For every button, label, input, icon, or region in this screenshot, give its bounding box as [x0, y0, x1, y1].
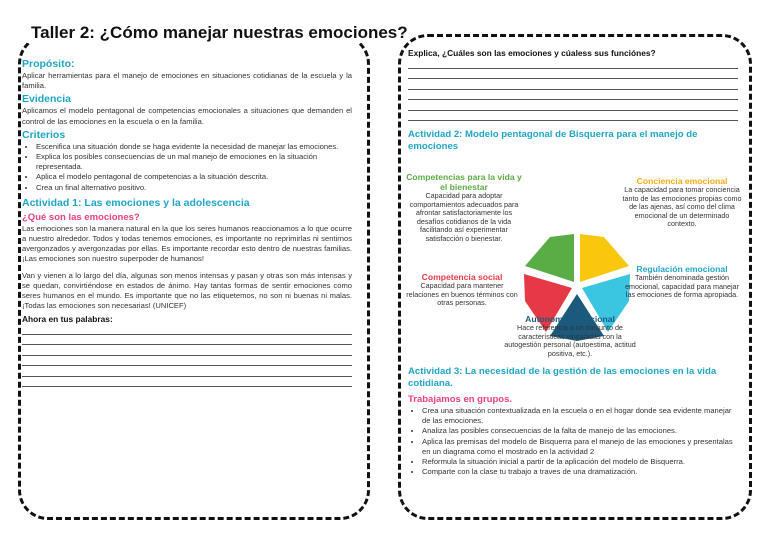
answer-line[interactable]: [22, 366, 352, 377]
explica-lines[interactable]: [408, 58, 738, 121]
answer-line[interactable]: [22, 377, 352, 388]
answer-line[interactable]: [408, 100, 738, 111]
regulacion-emocional: Regulación emocional También denominada gestión emocional, capacidad para manejar las emociones de forma apropiada.: [625, 264, 739, 300]
emociones-paragraph-1: Las emociones son la manera natural en la que los seres humanos reaccionamos a lo que ocurre a nuestro alrededor. Todos y todas tenemos emociones, es importante no reprimirlas ni sentirnos avergonzados y avergonzadas por ellas. Es importante recordar esto dentro de nuestras familias. ¡Las emociones son nuestro superpoder de humanos!: [22, 223, 352, 264]
tareas-list: [408, 406, 738, 477]
answer-lines[interactable]: [22, 324, 352, 387]
answer-line[interactable]: [408, 58, 738, 69]
grupos-heading: Trabajamos en grupos.: [408, 394, 512, 405]
list-item: • Escenifica una situación donde se haga evidente la necesidad de manejar las emociones.: [36, 142, 352, 152]
workshop-title: Taller 2: ¿Cómo manejar nuestras emociones?: [27, 23, 412, 43]
competencia-social: Competencia social Capacidad para mantener relaciones en buenos términos con otras personas.: [406, 272, 518, 308]
que-son-heading: ¿Qué son las emociones?: [22, 211, 140, 223]
criterios-list: [22, 142, 352, 193]
explica-prompt: Explica, ¿Cuáles son las emociones y cúaless sus funciónes?: [408, 48, 656, 58]
emociones-paragraph-2: Van y vienen a lo largo del día, algunas son menos intensas y pasan y otras son más intensas y se quedan, convirtiéndose en estados de ánimo. Hay tantas formas de sentir emociones como seres humanos en el mundo. Es importante que no las etiquetemos, no son ni buenas ni malas. ¡Todas las emociones son necesarias! (UNICEF): [22, 270, 352, 311]
list-item: • Comparte con la clase tu trabajo a traves de una dramatización.: [422, 467, 738, 477]
ahora-label: Ahora en tus palabras:: [22, 314, 113, 325]
autonomia-emocional: Autonomía emocional Hace referencia a un conjunto de características vinculadas con la autogestión personal (autoestima, actitud positiva, etc.).: [504, 314, 636, 358]
list-item: • Explica los posibles consecuencias de un mal manejo de emociones en la situación representada.: [36, 152, 352, 172]
segment-green: [525, 234, 574, 282]
proposito-heading: Propósito:: [22, 58, 75, 70]
proposito-text: Aplicar herramientas para el manejo de emociones en situaciones cotidianas de la escuela y la familia.: [22, 71, 352, 91]
list-item: • Aplica las premisas del modelo de Bisquerra para el manejo de las emociones y presentalas en un diagrama como el mostrado en la actividad 2: [422, 437, 738, 457]
answer-line[interactable]: [22, 345, 352, 356]
actividad2-heading: Actividad 2: Modelo pentagonal de Bisquerra para el manejo de emociones: [408, 129, 698, 152]
answer-line[interactable]: [408, 79, 738, 90]
right-content: [408, 48, 738, 153]
left-content: [22, 58, 352, 387]
list-item: • Aplica el modelo pentagonal de competencias a la situación descrita.: [36, 172, 352, 182]
conciencia-emocional: Conciencia emocional La capacidad para tomar conciencia tanto de las emociones propias como de las ajenas, así como del clima emocional de un determinado contexto.: [622, 176, 742, 229]
answer-line[interactable]: [22, 356, 352, 367]
actividad3: [408, 366, 738, 477]
answer-line[interactable]: [408, 90, 738, 101]
actividad1-heading: Actividad 1: Las emociones y la adolescencia: [22, 196, 250, 209]
actividad3-heading: Actividad 3: La necesidad de la gestión de las emociones en la vida cotidiana.: [408, 366, 717, 389]
answer-line[interactable]: [408, 69, 738, 80]
list-item: • Crea un final alternativo positivo.: [36, 183, 352, 193]
list-item: • Reformula la situación inicial a partir de la aplicación del modelo de Bisquerra.: [422, 457, 738, 467]
evidencia-text: Aplicamos el modelo pentagonal de competencias emocionales a situaciones que demanden el control de las emociones en la escuela o en la familia.: [22, 106, 352, 126]
evidencia-heading: Evidencia: [22, 93, 72, 106]
answer-line[interactable]: [22, 335, 352, 346]
list-item: • Analiza las posibles consecuencias de la falta de manejo de las emociones.: [422, 426, 738, 436]
list-item: • Crea una situación contextualizada en la escuela o en el hogar donde sea evidente manejar de las emociones.: [422, 406, 738, 426]
answer-line[interactable]: [22, 324, 352, 335]
criterios-heading: Criterios: [22, 128, 66, 141]
answer-line[interactable]: [408, 111, 738, 122]
competencias-vida: Competencias para la vida y el bienestar Capacidad para adoptar comportamientos adecuados para afrontar satisfactoriamente los desafíos cotidianos de la vida facilitando así experimentar satisfacción o bienestar.: [406, 172, 522, 243]
